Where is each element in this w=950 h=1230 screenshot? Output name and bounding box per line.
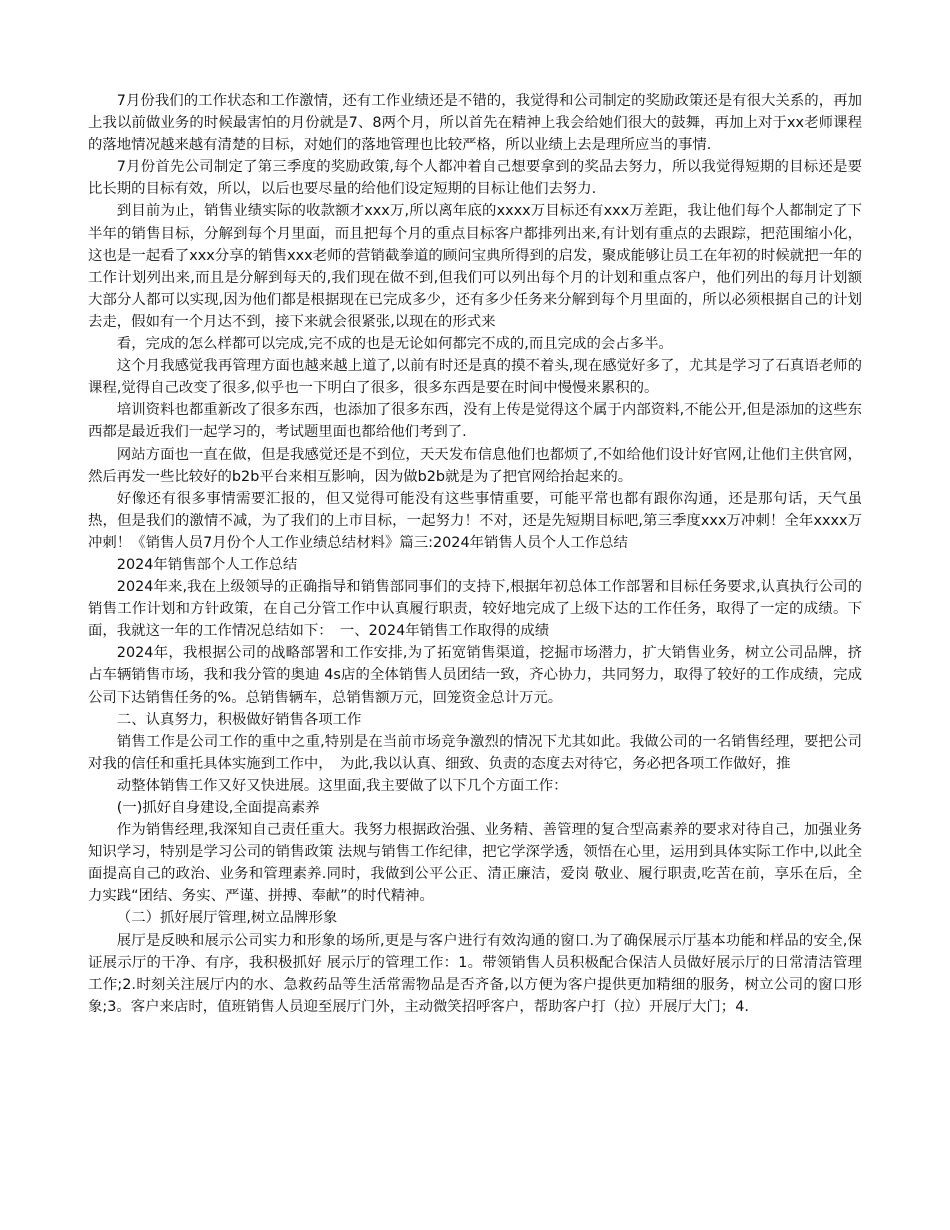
paragraph-website: 网站方面也一直在做，但是我感觉还是不到位，天天发布信息他们也都烦了,不如给他们设计好官网,让他们主供官网，然后再发一些比较好的b2b平台来相互影响，因为做b2b就是为了把官网给抬起来的。 [88, 446, 862, 485]
paragraph-annual-results: 2024年，我根据公司的战略部署和工作安排,为了拓宽销售渠道，挖掘市场潜力，扩大销售业务，树立公司品牌，挤占车辆销售市场，我和我分管的奥迪 4s店的全体销售人员团结一致，齐心协力，共同努力，取得了较好的工作成绩，完成公司下达销售任务的%。总销售辆车，总销售额万元，回笼资金总计万元。 [88, 645, 862, 706]
paragraph-self-improvement: 作为销售经理,我深知自己责任重大。我努力根据政治强、业务精、善管理的复合型高素养的要求对待自己，加强业务知识学习，特别是学习公司的销售政策 法规与销售工作纪律，把它学深学透，领悟在心里，运用到具体实际工作中,以此全面提高自己的政治、业务和管理素养.同时，我做到公平公正、清正廉洁，爱岗 敬业、履行职责,吃苦在前，享乐在后，全力实践“团结、务实、严谨、拼搏、奉献”的时代精神。 [88, 822, 862, 905]
paragraph-q3-incentive: 7月份首先公司制定了第三季度的奖励政策,每个人都冲着自己想要拿到的奖品去努力，所以我觉得短期的目标还是要比长期的目标有效，所以，以后也要尽量的给他们设定短期的目标让他们去努力. [88, 159, 862, 198]
paragraph-showroom-management: 展厅是反映和展示公司实力和形象的场所,更是与客户进行有效沟通的窗口.为了确保展示厅基本功能和样品的安全,保证展示厅的干净、有序，我积极抓好 展示厅的管理工作：1。带领销售人员积极配合保洁人员做好展示厅的日常清洁管理工作;2.时刻关注展厅内的水、急救药品等生活常需物品是否齐备,以方便为客户提供更加精细的服务，树立公司的窗口形象;3。客户来店时，值班销售人员迎至展厅门外，主动微笑招呼客户，帮助客户打（拉）开展厅大门；4. [88, 932, 862, 1015]
paragraph-sales-continuation: 动整体销售工作又好又快进展。这里面,我主要做了以下几个方面工作： [116, 777, 568, 794]
paragraph-annual-intro: 2024年来,我在上级领导的正确指导和销售部同事们的支持下,根据年初总体工作部署和目标任务要求,认真执行公司的销售工作计划和方针政策，在自己分管工作中认真履行职责，较好地完成了上级下达的工作任务，取得了一定的成绩。下面，我就这一年的工作情况总结如下： 一、2024年销售工作取得的成绩 [88, 579, 862, 640]
paragraph-sales-target: 到目前为止，销售业绩实际的收款额才xxx万,所以离年底的xxxx万目标还有xxx万差距，我让他们每个人都制定了下半年的销售目标，分解到每个月里面，而且把每个月的重点目标客户都排列出来,有计划有重点的去跟踪，把范围缩小化，这也是一起看了xxx分享的销售xxx老师的营销截拳道的顾问宝典所得到的启发，聚成能够让员工在年初的时候就把一年的工作计划列出来,而且是分解到每天的,我们现在做不到,但我们可以列出每个月的计划和重点客户，他们列出的每月计划额大部分人都可以实现,因为他们都是根据现在已完成多少，还有多少任务来分解到每个月里面的，所以必须根据自己的计划去走，假如有一个月达不到，接下来就会很紧张,以现在的形式来 [88, 203, 862, 330]
paragraph-sales-importance: 销售工作是公司工作的重中之重,特别是在当前市场竞争激烈的情况下尤其如此。我做公司的一名销售经理，要把公司对我的信任和重托具体实施到工作中， 为此,我以认真、细致、负责的态度去对待它，务必把各项工作做好，推 [88, 733, 862, 772]
paragraph-completion-outlook: 看，完成的怎么样都可以完成,完不成的也是无论如何都完不成的,而且完成的会占多半。 [116, 336, 673, 353]
paragraph-training-materials: 培训资料也都重新改了很多东西，也添加了很多东西，没有上传是觉得这个属于内部资料,不能公开,但是添加的这些东西都是最近我们一起学习的，考试题里面也都给他们考到了. [88, 402, 862, 441]
subheading-showroom-management: （二）抓好展厅管理,树立品牌形象 [116, 910, 338, 927]
paragraph-management-progress: 这个月我感觉我再管理方面也越来越上道了,以前有时还是真的摸不着头,现在感觉好多了，尤其是学习了石真语老师的课程,觉得自己改变了很多,似乎也一下明白了很多，很多东西是要在时间中慢慢来累积的。 [88, 358, 862, 397]
paragraph-closing-remarks: 好像还有很多事情需要汇报的，但又觉得可能没有这些事情重要，可能平常也都有跟你沟通，还是那句话，天气虽热，但是我们的激情不减，为了我们的上市目标，一起努力！不对，还是先短期目标吧,第三季度xxx万冲刺！全年xxxx万冲刺！《销售人员7月份个人工作业绩总结材料》篇三:2024年销售人员个人工作总结 [88, 490, 862, 551]
section-title-annual-summary: 2024年销售部个人工作总结 [116, 556, 298, 573]
section-heading-sales-work: 二、认真努力，积极做好销售各项工作 [116, 711, 362, 728]
paragraph-july-performance: 7月份我们的工作状态和工作激情，还有工作业绩还是不错的，我觉得和公司制定的奖励政策还是有很大关系的，再加上我以前做业务的时候最害怕的月份就是7、8两个月，所以首先在精神上我会给她们很大的鼓舞，再加上对于xx老师课程的落地情况越来越有清楚的目标，对她们的落地管理也比较严格，所以业绩上去是理所应当的事情. [88, 93, 862, 154]
subheading-self-improvement: (一)抓好自身建设,全面提高素养 [116, 800, 320, 816]
